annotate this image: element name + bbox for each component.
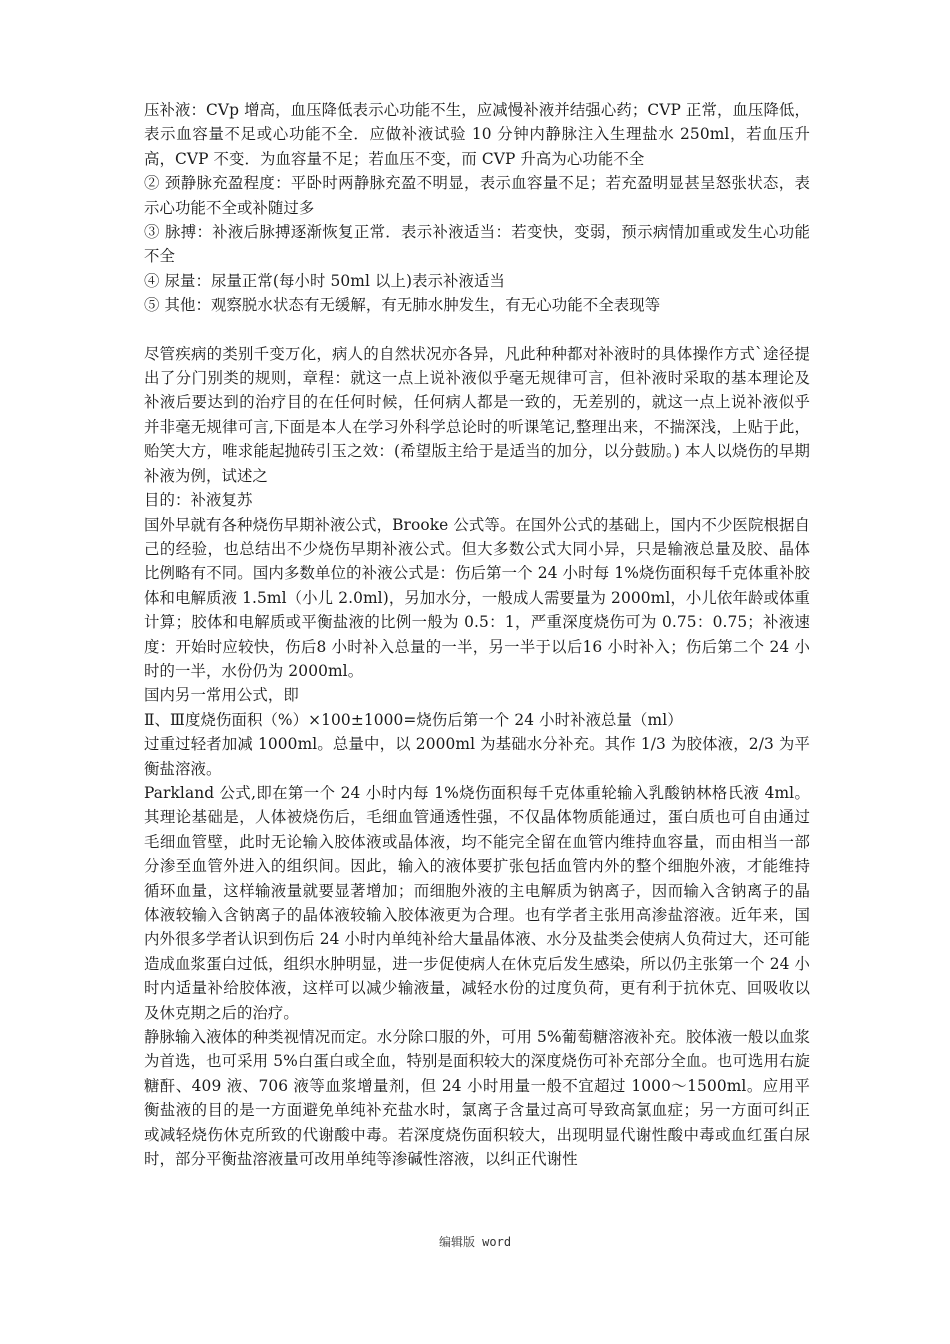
paragraph-fluid-types: 静脉输入液体的种类视情况而定。水分除口服的外，可用 5%葡萄糖溶液补充。胶体液一般以血浆为首选，也可采用 5%白蛋白或全血，特别是面积较大的深度烧伤可补充部分全血。也可选用右旋糖酐、409 液、706 液等血浆增量剂，但 24 小时用量一般不宜超过 1000～1500ml。应用平衡盐液的目的是一方面避免单纯补充盐水时，氯离子含量过高可导致高氯血症；另一方面可纠正或减轻烧伤休克所致的代谢酸中毒。若深度烧伤面积较大，出现明显代谢性酸中毒或血红蛋白尿时，部分平衡盐溶液量可改用单纯等渗碱性溶液，以纠正代谢性 bbox=[144, 1028, 810, 1169]
paragraph-other: ⑤ 其他：观察脱水状态有无缓解，有无肺水肿发生，有无心功能不全表现等 bbox=[144, 296, 661, 315]
paragraph-purpose: 目的：补液复苏 bbox=[144, 491, 253, 510]
paragraph-jugular-vein: ② 颈静脉充盈程度：平卧时两静脉充盈不明显，表示血容量不足；若充盈明显甚呈怒张状态，表示心功能不全或补随过多 bbox=[144, 174, 810, 217]
paragraph-parkland: Parkland 公式,即在第一个 24 小时内每 1%烧伤面积每千克体重轮输入乳酸钠林格氏液 4ml。其理论基础是，人体被烧伤后，毛细血管通透性强，不仅晶体物质能通过，蛋白质也可自由通过毛细血管壁，此时无论输入胶体液或晶体液，均不能完全留在血管内维持血容量，而由相当一部分渗至血管外进入的组织间。因此，输入的液体要扩张包括血管内外的整个细胞外液，才能维持循环血量，这样输液量就要显著增加；而细胞外液的主电解质为钠离子，因而输入含钠离子的晶体液较输入含钠离子的晶体液较输入胶体液更为合理。也有学者主张用高渗盐溶液。近年来，国内外很多学者认识到伤后 24 小时内单纯补给大量晶体液、水分及盐类会使病人负荷过大，还可能造成血浆蛋白过低，组织水肿明显，进一步促使病人在休克后发生感染，所以仍主张第一个 24 小时内适量补给胶体液，这样可以减少输液量，减轻水份的过度负荷，更有利于抗休克、回吸收以及休克期之后的治疗。 bbox=[144, 783, 810, 1022]
paragraph-formulas: 国外早就有各种烧伤早期补液公式，Brooke 公式等。在国外公式的基础上，国内不少医院根据自己的经验，也总结出不少烧伤早期补液公式。但大多数公式大同小异，只是输液总量及胶、晶体比例略有不同。国内多数单位的补液公式是：伤后第一个 24 小时每 1%烧伤面积每千克体重补胶体和电解质液 1.5ml（小儿 2.0ml)，另加水分，一般成人需要量为 2000ml，小儿依年龄或体重计算；胶体和电解质或平衡盐液的比例一般为 0.5：1，严重深度烧伤可为 0.75：0.75；补液速度：开始时应较快，伤后8 小时补入总量的一半，另一半于以后16 小时补入；伤后第二个 24 小时的一半，水份仍为 2000ml。 bbox=[144, 515, 810, 680]
paragraph-pulse: ③ 脉搏：补液后脉搏逐渐恢复正常．表示补液适当：若变快，变弱，预示病情加重或发生心功能不全 bbox=[144, 223, 810, 266]
document-body bbox=[144, 98, 810, 1171]
page-footer: 编辑版 word bbox=[438, 1235, 512, 1249]
paragraph-adjustment: 过重过轻者加减 1000ml。总量中，以 2000ml 为基础水分补充。其作 1/3 为胶体液，2/3 为平衡盐溶液。 bbox=[144, 735, 810, 778]
paragraph-cvp: 压补液：CVp 增高，血压降低表示心功能不生，应减慢补液并结强心药；CVP 正常，血压降低，表示血容量不足或心功能不全．应做补液试验 10 分钟内静脉注入生理盐水 250ml，若血压升高，CVP 不变．为血容量不足；若血压不变，而 CVP 升高为心功能不全 bbox=[144, 101, 810, 168]
paragraph-urine: ④ 尿量：尿量正常(每小时 50ml 以上)表示补液适当 bbox=[144, 271, 506, 290]
paragraph-intro: 尽管疾病的类别千变万化，病人的自然状况亦各异，凡此种种都对补液时的具体操作方式`途径提出了分门别类的规则，章程：就这一点上说补液似乎毫无规律可言，但补液时采取的基本理论及补液后要达到的治疗目的在任何时候，任何病人都是一致的，无差别的，就这一点上说补液似乎并非毫无规律可言,下面是本人在学习外科学总论时的听课笔记,整理出来，不揣深浅，上贴于此，贻笑大方，唯求能起抛砖引玉之效：(希望版主给于是适当的加分，以分鼓励。) 本人以烧伤的早期补液为例，试述之 bbox=[144, 344, 810, 485]
paragraph-formula-equation: Ⅱ、Ⅲ度烧伤面积（%）×100±1000=烧伤后第一个 24 小时补液总量（ml） bbox=[144, 710, 683, 729]
paragraph-spacer bbox=[144, 318, 810, 342]
paragraph-another-formula: 国内另一常用公式，即 bbox=[144, 686, 299, 705]
